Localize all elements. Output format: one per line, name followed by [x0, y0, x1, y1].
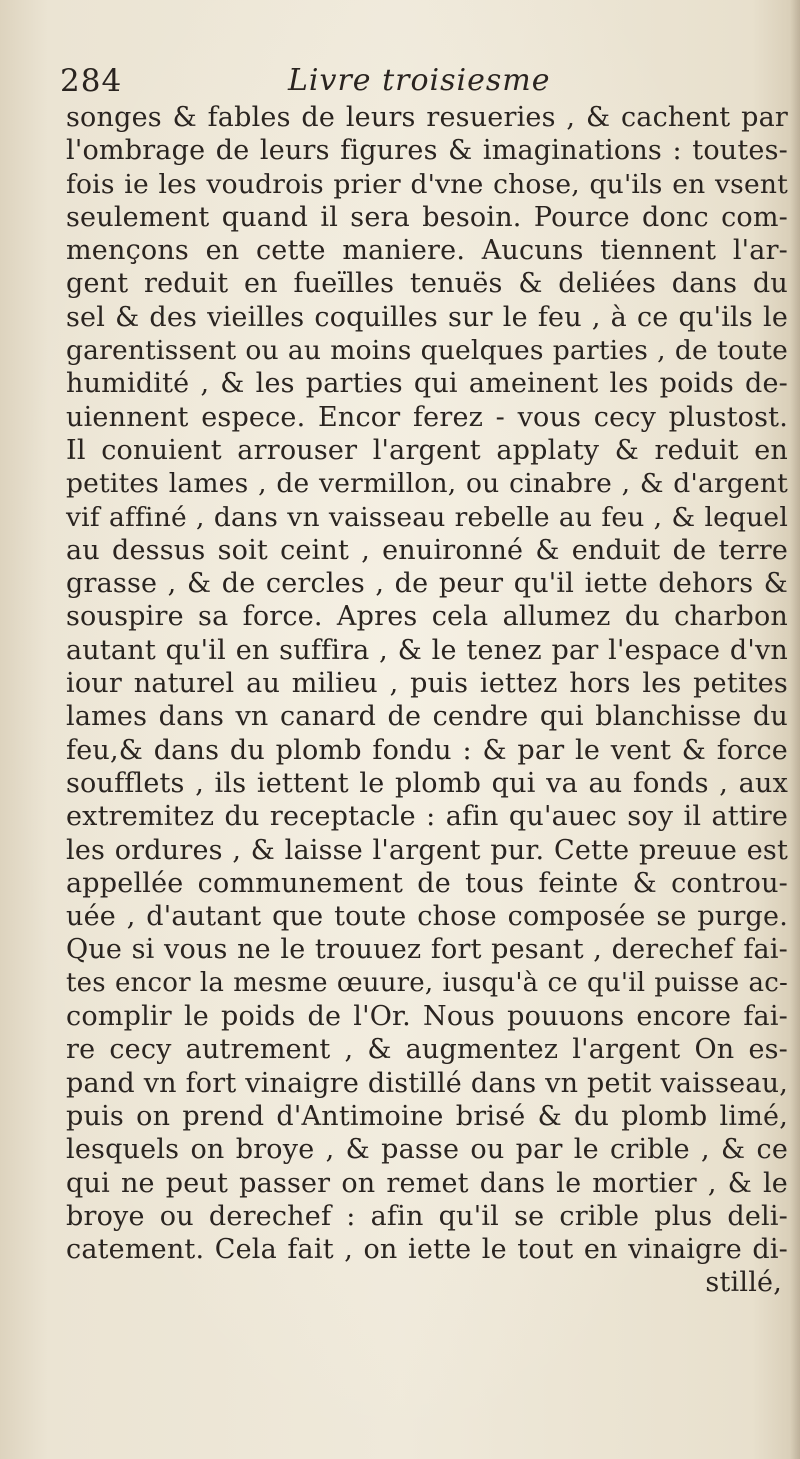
text-line: soufflets , ils iettent le plomb qui va au fonds , aux: [66, 767, 788, 799]
text-line: Il conuient arrouser l'argent applaty & reduit en: [66, 434, 788, 466]
text-line: catement. Cela fait , on iette le tout en vinaigre di-: [66, 1234, 788, 1266]
page-header: [60, 58, 760, 104]
text-line: re cecy autrement , & augmentez l'argent On es-: [66, 1034, 788, 1066]
running-title: Livre troisiesme: [288, 63, 551, 98]
page-number: 284: [60, 63, 123, 99]
text-line: autant qu'il en suffira , & le tenez par l'espace d'vn: [66, 634, 788, 666]
text-line: appellée communement de tous feinte & controu-: [66, 867, 788, 899]
text-line: complir le poids de l'Or. Nous pouuons encore fai-: [66, 1001, 788, 1033]
text-line: iour naturel au milieu , puis iettez hors les petites: [66, 668, 788, 700]
text-line: Que si vous ne le trouuez fort pesant , derechef fai-: [66, 934, 788, 966]
text-line: feu,& dans du plomb fondu : & par le vent & force: [66, 734, 788, 766]
text-line: uiennent espece. Encor ferez - vous cecy plustost.: [66, 401, 788, 433]
catchword: stillé,: [705, 1267, 782, 1299]
text-line: mençons en cette maniere. Aucuns tiennent l'ar-: [66, 235, 788, 267]
text-line: puis on prend d'Antimoine brisé & du plomb limé,: [66, 1100, 788, 1132]
text-line: lesquels on broye , & passe ou par le crible , & ce: [66, 1134, 788, 1166]
text-line: garentissent ou au moins quelques parties , de toute: [66, 335, 788, 367]
text-line: les ordures , & laisse l'argent pur. Cette preuue est: [66, 834, 788, 866]
text-line: grasse , & de cercles , de peur qu'il iette dehors &: [66, 568, 788, 600]
text-line: seulement quand il sera besoin. Pource donc com-: [66, 201, 788, 233]
text-line: uée , d'autant que toute chose composée se purge.: [66, 901, 788, 933]
text-line: vif affiné , dans vn vaisseau rebelle au feu , & lequel: [66, 501, 788, 533]
text-line: pand vn fort vinaigre distillé dans vn petit vaisseau,: [66, 1067, 788, 1099]
text-line: tes encor la mesme œuure, iusqu'à ce qu'il puisse ac-: [66, 967, 788, 998]
text-line: broye ou derechef : afin qu'il se crible plus deli-: [66, 1200, 788, 1232]
text-line: extremitez du receptacle : afin qu'auec soy il attire: [66, 801, 788, 833]
text-line: sel & des vieilles coquilles sur le feu , à ce qu'ils le: [66, 301, 788, 333]
text-line: humidité , & les parties qui ameinent les poids de-: [66, 368, 788, 400]
text-line: l'ombrage de leurs figures & imaginations : toutes-: [66, 135, 788, 167]
text-line: lames dans vn canard de cendre qui blanchisse du: [66, 701, 788, 733]
text-line: songes & fables de leurs resueries , & cachent par: [66, 102, 788, 133]
text-line: qui ne peut passer on remet dans le mortier , & le: [66, 1167, 788, 1199]
text-line: petites lames , de vermillon, ou cinabre , & d'argent: [66, 468, 788, 500]
text-line: souspire sa force. Apres cela allumez du charbon: [66, 601, 788, 633]
text-line: fois ie les voudrois prier d'vne chose, qu'ils en vsent: [66, 168, 788, 200]
text-line: gent reduit en fueïlles tenuës & deliées dans du: [66, 268, 788, 300]
body-text: [66, 101, 788, 1300]
text-line: au dessus soit ceint , enuironné & enduit de terre: [66, 534, 788, 566]
page-edge-shadow: [790, 0, 800, 1459]
